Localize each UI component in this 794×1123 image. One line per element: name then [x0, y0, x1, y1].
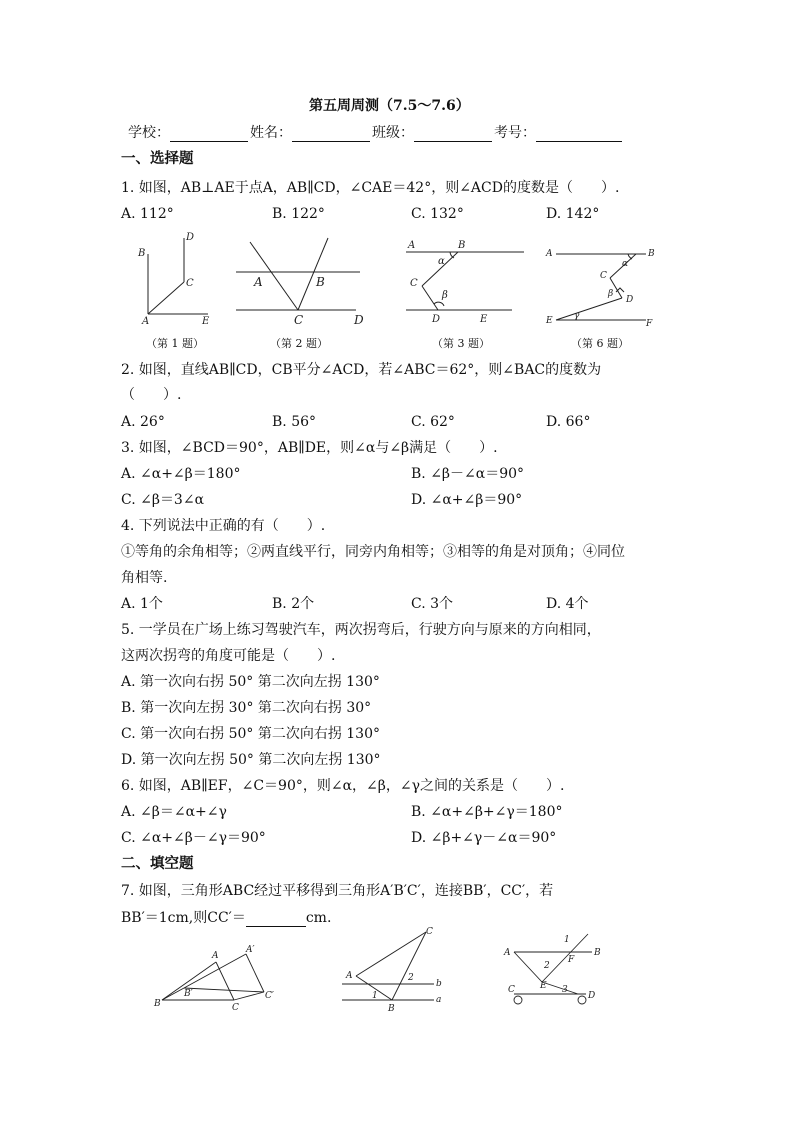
class-blank[interactable]	[414, 127, 492, 142]
figure-q9	[500, 928, 610, 1014]
fig6-label-gamma: γ	[574, 311, 580, 321]
fig1-label-c: C	[186, 278, 194, 289]
q1-stem: 1. 如图，AB⊥AE于点A，AB∥CD，∠CAE＝42°，则∠ACD的度数是（ ）.	[121, 180, 620, 196]
caption-q6: （第 6 题）	[571, 337, 629, 350]
fig8-label-c: C	[426, 927, 433, 937]
caption-q3: （第 3 题）	[432, 337, 490, 350]
fig7-label-c-prime: C′	[265, 991, 274, 1001]
fig1-label-a: A	[142, 316, 150, 327]
q6-stem: 6. 如图，AB∥EF，∠C＝90°，则∠α，∠β，∠γ之间的关系是（ ）.	[121, 778, 565, 794]
exam-label: 考号：	[494, 125, 536, 141]
fig1-label-d: D	[186, 232, 195, 243]
page-title: 第五周周测（7.5～7.6）	[309, 98, 470, 114]
fig7-label-b: B	[154, 999, 161, 1009]
q5-option-d[interactable]: D. 第一次向左拐 50° 第二次向左拐 130°	[121, 752, 381, 768]
fig9-label-3: 3	[562, 985, 568, 995]
fig9-label-d: D	[588, 991, 596, 1001]
q3-option-a[interactable]: A. ∠α+∠β＝180°	[121, 466, 241, 482]
fig3-label-e: E	[480, 314, 488, 325]
q4-statements: ①等角的余角相等；②两直线平行，同旁内角相等；③相等的角是对顶角；④同位	[121, 544, 625, 560]
figure-q3	[404, 236, 529, 328]
fig3-label-a: A	[408, 240, 416, 251]
q5-stem: 5. 一学员在广场上练习驾驶汽车，两次拐弯后，行驶方向与原来的方向相同，	[121, 622, 601, 638]
q3-option-c[interactable]: C. ∠β＝3∠α	[121, 492, 205, 508]
q4-option-c[interactable]: C. 3个	[411, 596, 454, 612]
fig9-label-e: E	[540, 981, 547, 991]
q5-option-c[interactable]: C. 第一次向右拐 50° 第二次向右拐 130°	[121, 726, 380, 742]
q2-stem: 2. 如图，直线AB∥CD，CB平分∠ACD，若∠ABC＝62°，则∠BAC的度数为	[121, 362, 602, 378]
fig2-label-b: B	[316, 275, 325, 289]
q4-option-a[interactable]: A. 1个	[121, 596, 163, 612]
q1-option-c[interactable]: C. 132°	[411, 206, 464, 222]
fig6-label-b: B	[648, 249, 655, 259]
class-label: 班级：	[372, 125, 414, 141]
q4-option-d[interactable]: D. 4个	[546, 596, 589, 612]
q3-option-d[interactable]: D. ∠α+∠β＝90°	[411, 492, 523, 508]
section-fill: 二、填空题	[121, 855, 194, 872]
fig8-label-1: 1	[372, 991, 378, 1001]
q1-option-d[interactable]: D. 142°	[546, 206, 600, 222]
exam-blank[interactable]	[536, 127, 622, 142]
figure-q6	[542, 240, 662, 330]
fig9-label-b: B	[594, 948, 601, 958]
fig9-label-f: F	[568, 955, 575, 965]
figure-q8	[338, 924, 453, 1016]
fig6-label-d: D	[626, 295, 634, 305]
fig6-label-a: A	[546, 249, 553, 259]
fig2-label-a: A	[254, 275, 263, 289]
q7-stem: 7. 如图，三角形ABC经过平移得到三角形A′B′C′，连接BB′，CC′，若	[121, 883, 554, 899]
fig1-label-b: B	[138, 248, 146, 259]
q4-option-b[interactable]: B. 2个	[272, 596, 315, 612]
fig6-label-c: C	[600, 271, 607, 281]
fig7-label-b-prime: B′	[184, 989, 193, 999]
fig7-label-a-prime: A′	[246, 945, 255, 955]
fig8-label-2: 2	[408, 973, 414, 983]
q6-option-b[interactable]: B. ∠α+∠β+∠γ＝180°	[411, 804, 563, 820]
fig8-label-a: A	[346, 971, 353, 981]
q4-stem: 4. 下列说法中正确的有（ ）.	[121, 518, 326, 534]
figure-q7	[150, 940, 290, 1015]
q2-option-d[interactable]: D. 66°	[546, 414, 591, 430]
fig2-label-c: C	[294, 313, 304, 327]
q6-option-d[interactable]: D. ∠β+∠γ－∠α＝90°	[411, 830, 557, 846]
name-label: 姓名：	[250, 125, 292, 141]
fig9-label-a: A	[504, 948, 511, 958]
fig7-label-a: A	[212, 951, 219, 961]
school-label: 学校：	[128, 125, 170, 141]
q4-statements-cont: 角相等.	[121, 570, 168, 586]
fig8-label-b-line: b	[436, 979, 442, 989]
fig3-label-alpha: α	[438, 256, 445, 267]
fig9-label-2: 2	[544, 961, 550, 971]
fig1-label-e: E	[202, 316, 210, 327]
fig9-label-1: 1	[564, 935, 570, 945]
q7-stem-cont	[121, 909, 331, 927]
q5-option-b[interactable]: B. 第一次向左拐 30° 第二次向右拐 30°	[121, 700, 372, 716]
fig6-label-f: F	[646, 319, 653, 329]
caption-q2: （第 2 题）	[270, 337, 328, 350]
q5-stem-cont: 这两次拐弯的角度可能是（ ）.	[121, 648, 336, 664]
fig6-label-alpha: α	[622, 259, 629, 269]
fig9-label-c: C	[508, 985, 515, 995]
q1-option-a[interactable]: A. 112°	[121, 206, 174, 222]
fig2-label-d: D	[354, 313, 364, 327]
q3-stem: 3. 如图，∠BCD＝90°，AB∥DE，则∠α与∠β满足（ ）.	[121, 440, 498, 456]
fig8-label-b: B	[388, 1004, 395, 1014]
fig3-label-b: B	[458, 240, 466, 251]
q2-option-a[interactable]: A. 26°	[121, 414, 165, 430]
q7-stem-b: cm.	[305, 910, 332, 926]
fig3-label-c: C	[410, 278, 418, 289]
fig3-label-beta: β	[442, 290, 448, 301]
school-blank[interactable]	[170, 127, 248, 142]
q6-option-c[interactable]: C. ∠α+∠β－∠γ＝90°	[121, 830, 266, 846]
section-choice: 一、选择题	[121, 150, 194, 167]
q2-option-b[interactable]: B. 56°	[272, 414, 317, 430]
q2-stem-cont: （ ）.	[121, 387, 182, 403]
q5-option-a[interactable]: A. 第一次向右拐 50° 第二次向左拐 130°	[121, 674, 380, 690]
name-blank[interactable]	[292, 127, 370, 142]
fig6-label-beta: β	[608, 289, 614, 299]
q6-option-a[interactable]: A. ∠β＝∠α+∠γ	[121, 804, 227, 820]
caption-q1: （第 1 题）	[146, 337, 204, 350]
q2-option-c[interactable]: C. 62°	[411, 414, 455, 430]
figure-q1	[132, 228, 222, 328]
fig8-label-a-line: a	[436, 995, 442, 1005]
figure-q2	[232, 236, 372, 328]
q1-option-b[interactable]: B. 122°	[272, 206, 325, 222]
q7-answer-blank[interactable]	[246, 912, 306, 927]
fig7-label-c: C	[232, 1003, 239, 1013]
info-line	[128, 124, 624, 142]
fig6-label-e: E	[546, 316, 553, 326]
q3-option-b[interactable]: B. ∠β－∠α＝90°	[411, 466, 525, 482]
fig3-label-d: D	[432, 314, 441, 325]
q7-stem-a: BB′＝1cm,则CC′＝	[121, 910, 246, 926]
